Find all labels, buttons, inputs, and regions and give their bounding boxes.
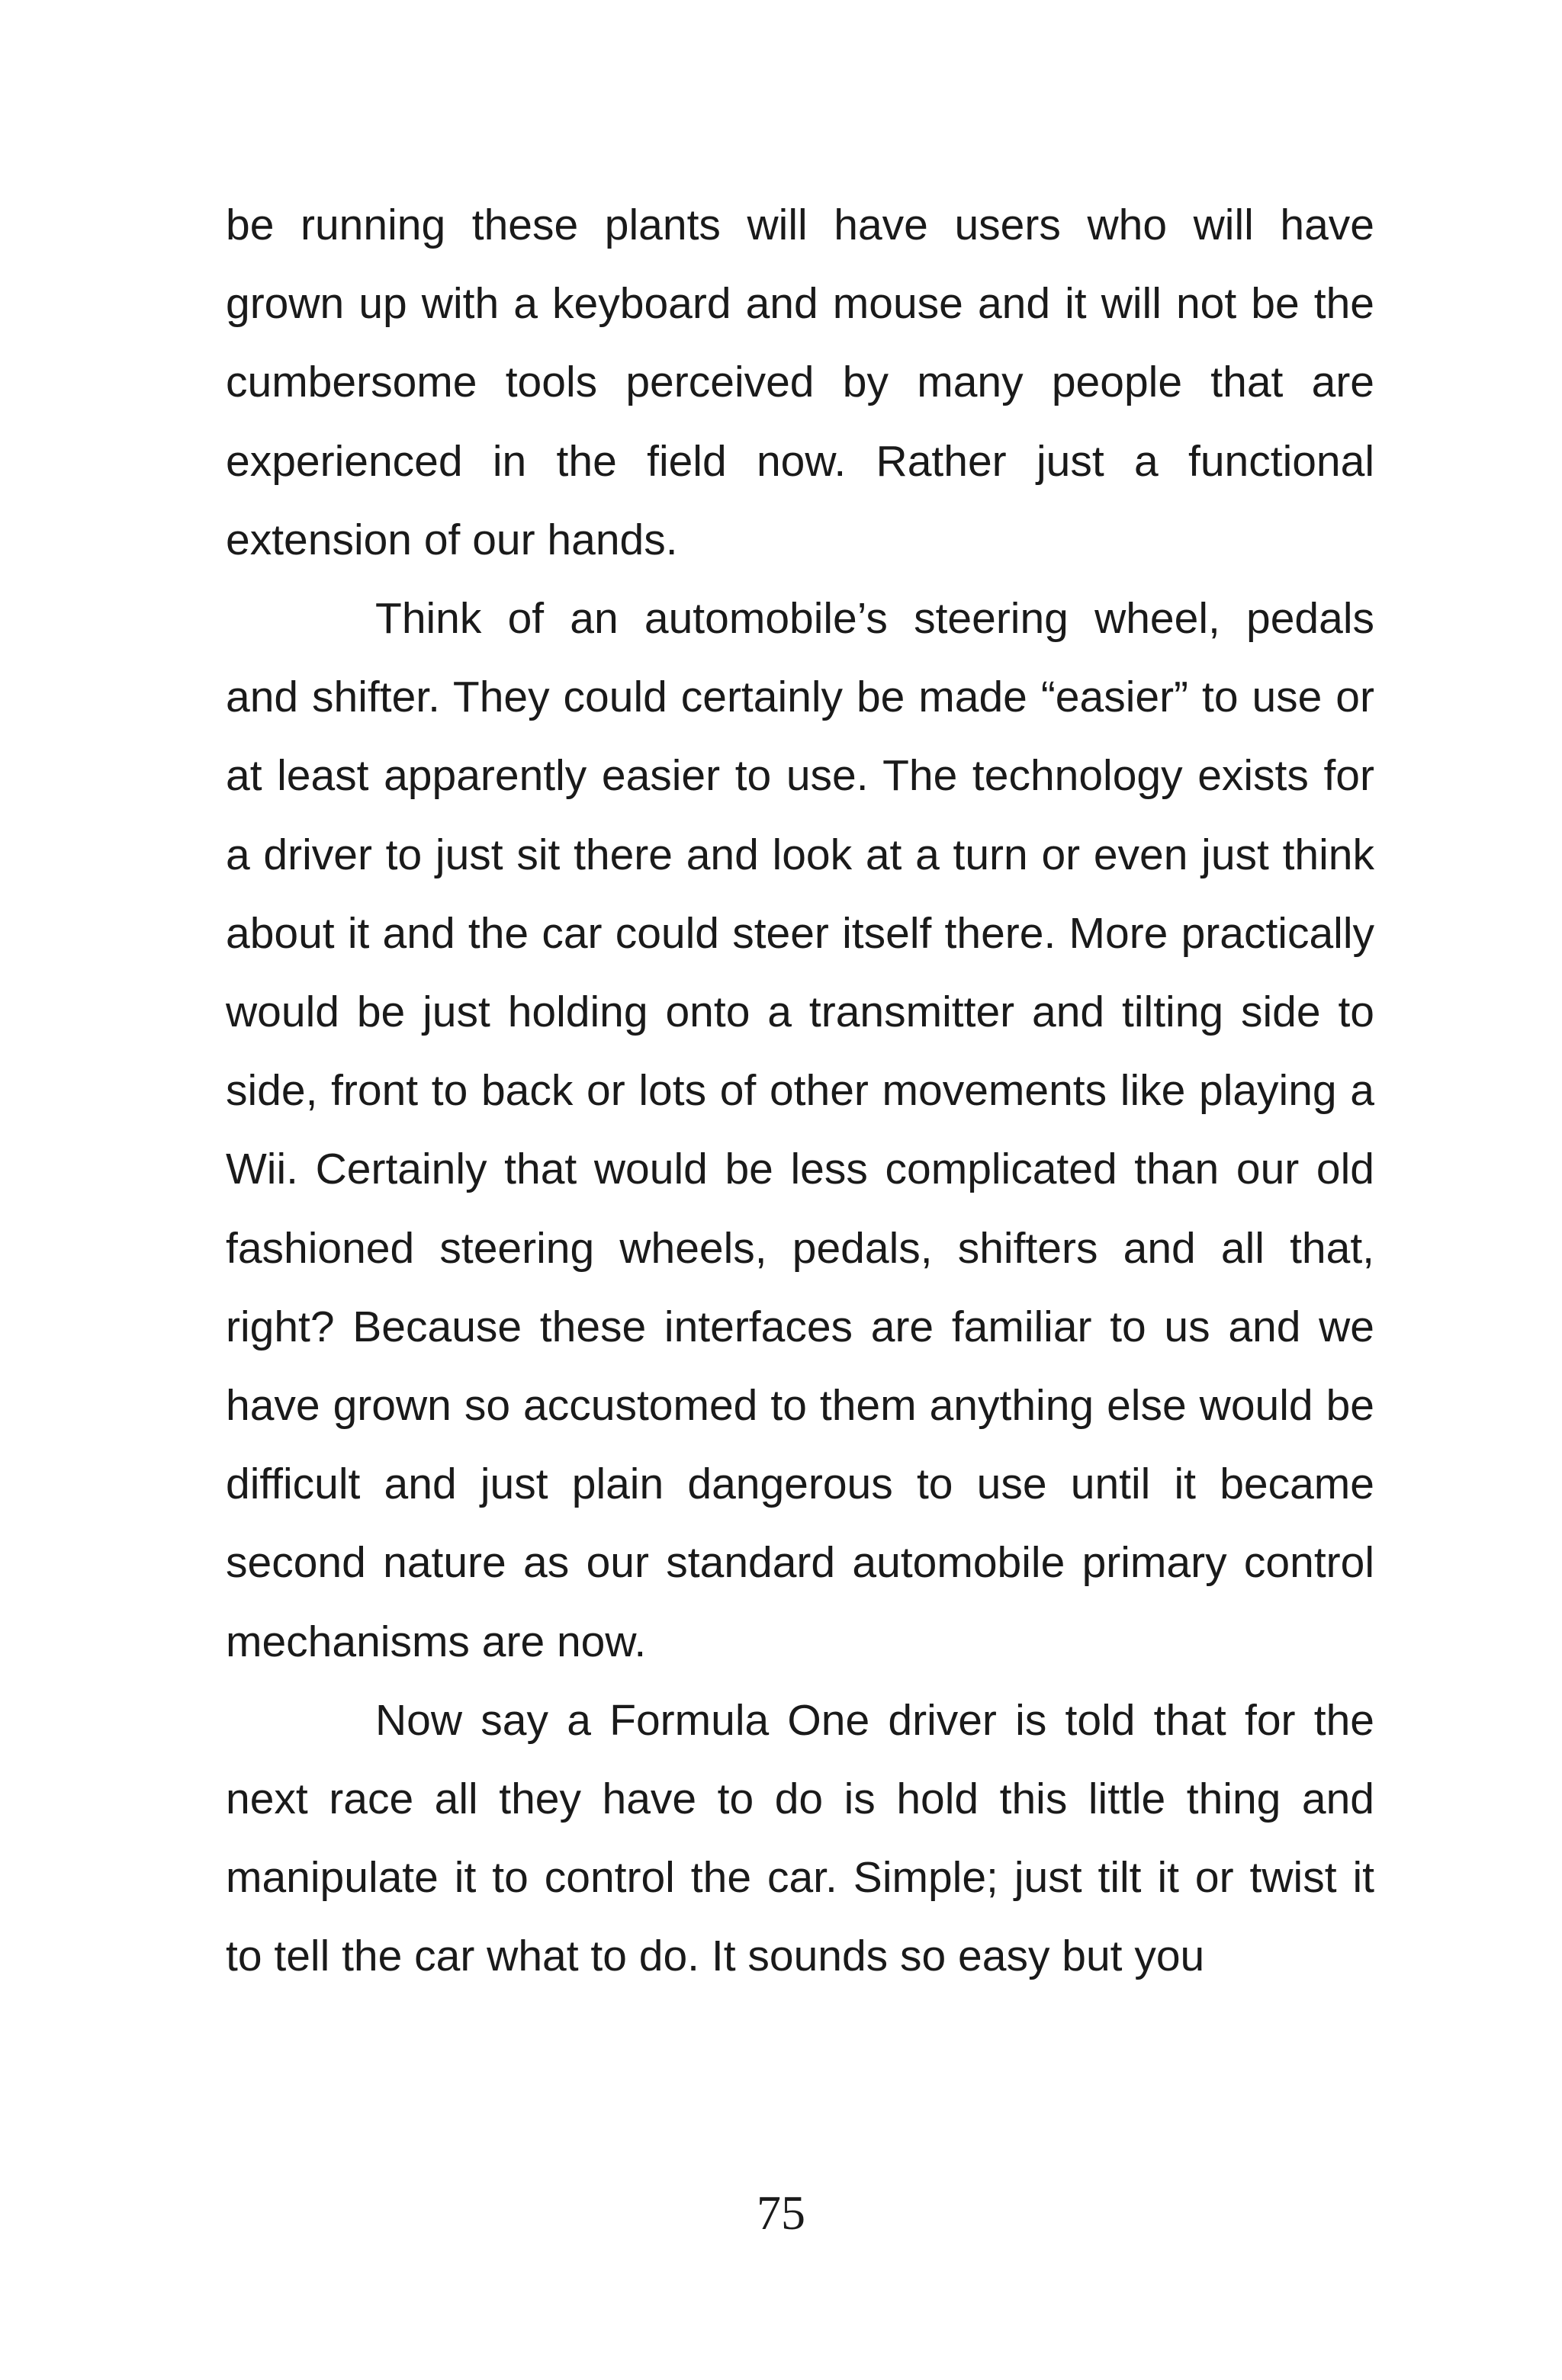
body-text [226,186,1374,1996]
paragraph-2: Think of an automobile’s steering wheel, pedals and shifter. They could certainly be made “easier” to use or at least apparently easier to use. The technology exists for a driver to just sit there and look at a turn or even just think about it and the car could steer itself there. More practically would be just holding onto a transmitter and tilting side to side, front to back or lots of other movements like playing a Wii. Certainly that would be less complicated than our old fashioned steering wheels, pedals, shifters and all that, right? Because these interfaces are familiar to us and we have grown so accustomed to them anything else would be difficult and just plain dangerous to use until it became second nature as our standard automobile primary control mechanisms are now. [226,594,1374,1666]
paragraph-1: be running these plants will have users who will have grown up with a keyboard and mouse and it will not be the cumbersome tools perceived by many people that are experienced in the field now. Rather just a functional extension of our hands. [226,201,1374,564]
paragraph-3: Now say a Formula One driver is told that for the next race all they have to do is hold this little thing and manipulate it to control the car. Simple; just tilt it or twist it to tell the car what to do. It sounds so easy but you [226,1695,1374,1981]
page-number: 75 [757,2186,805,2240]
